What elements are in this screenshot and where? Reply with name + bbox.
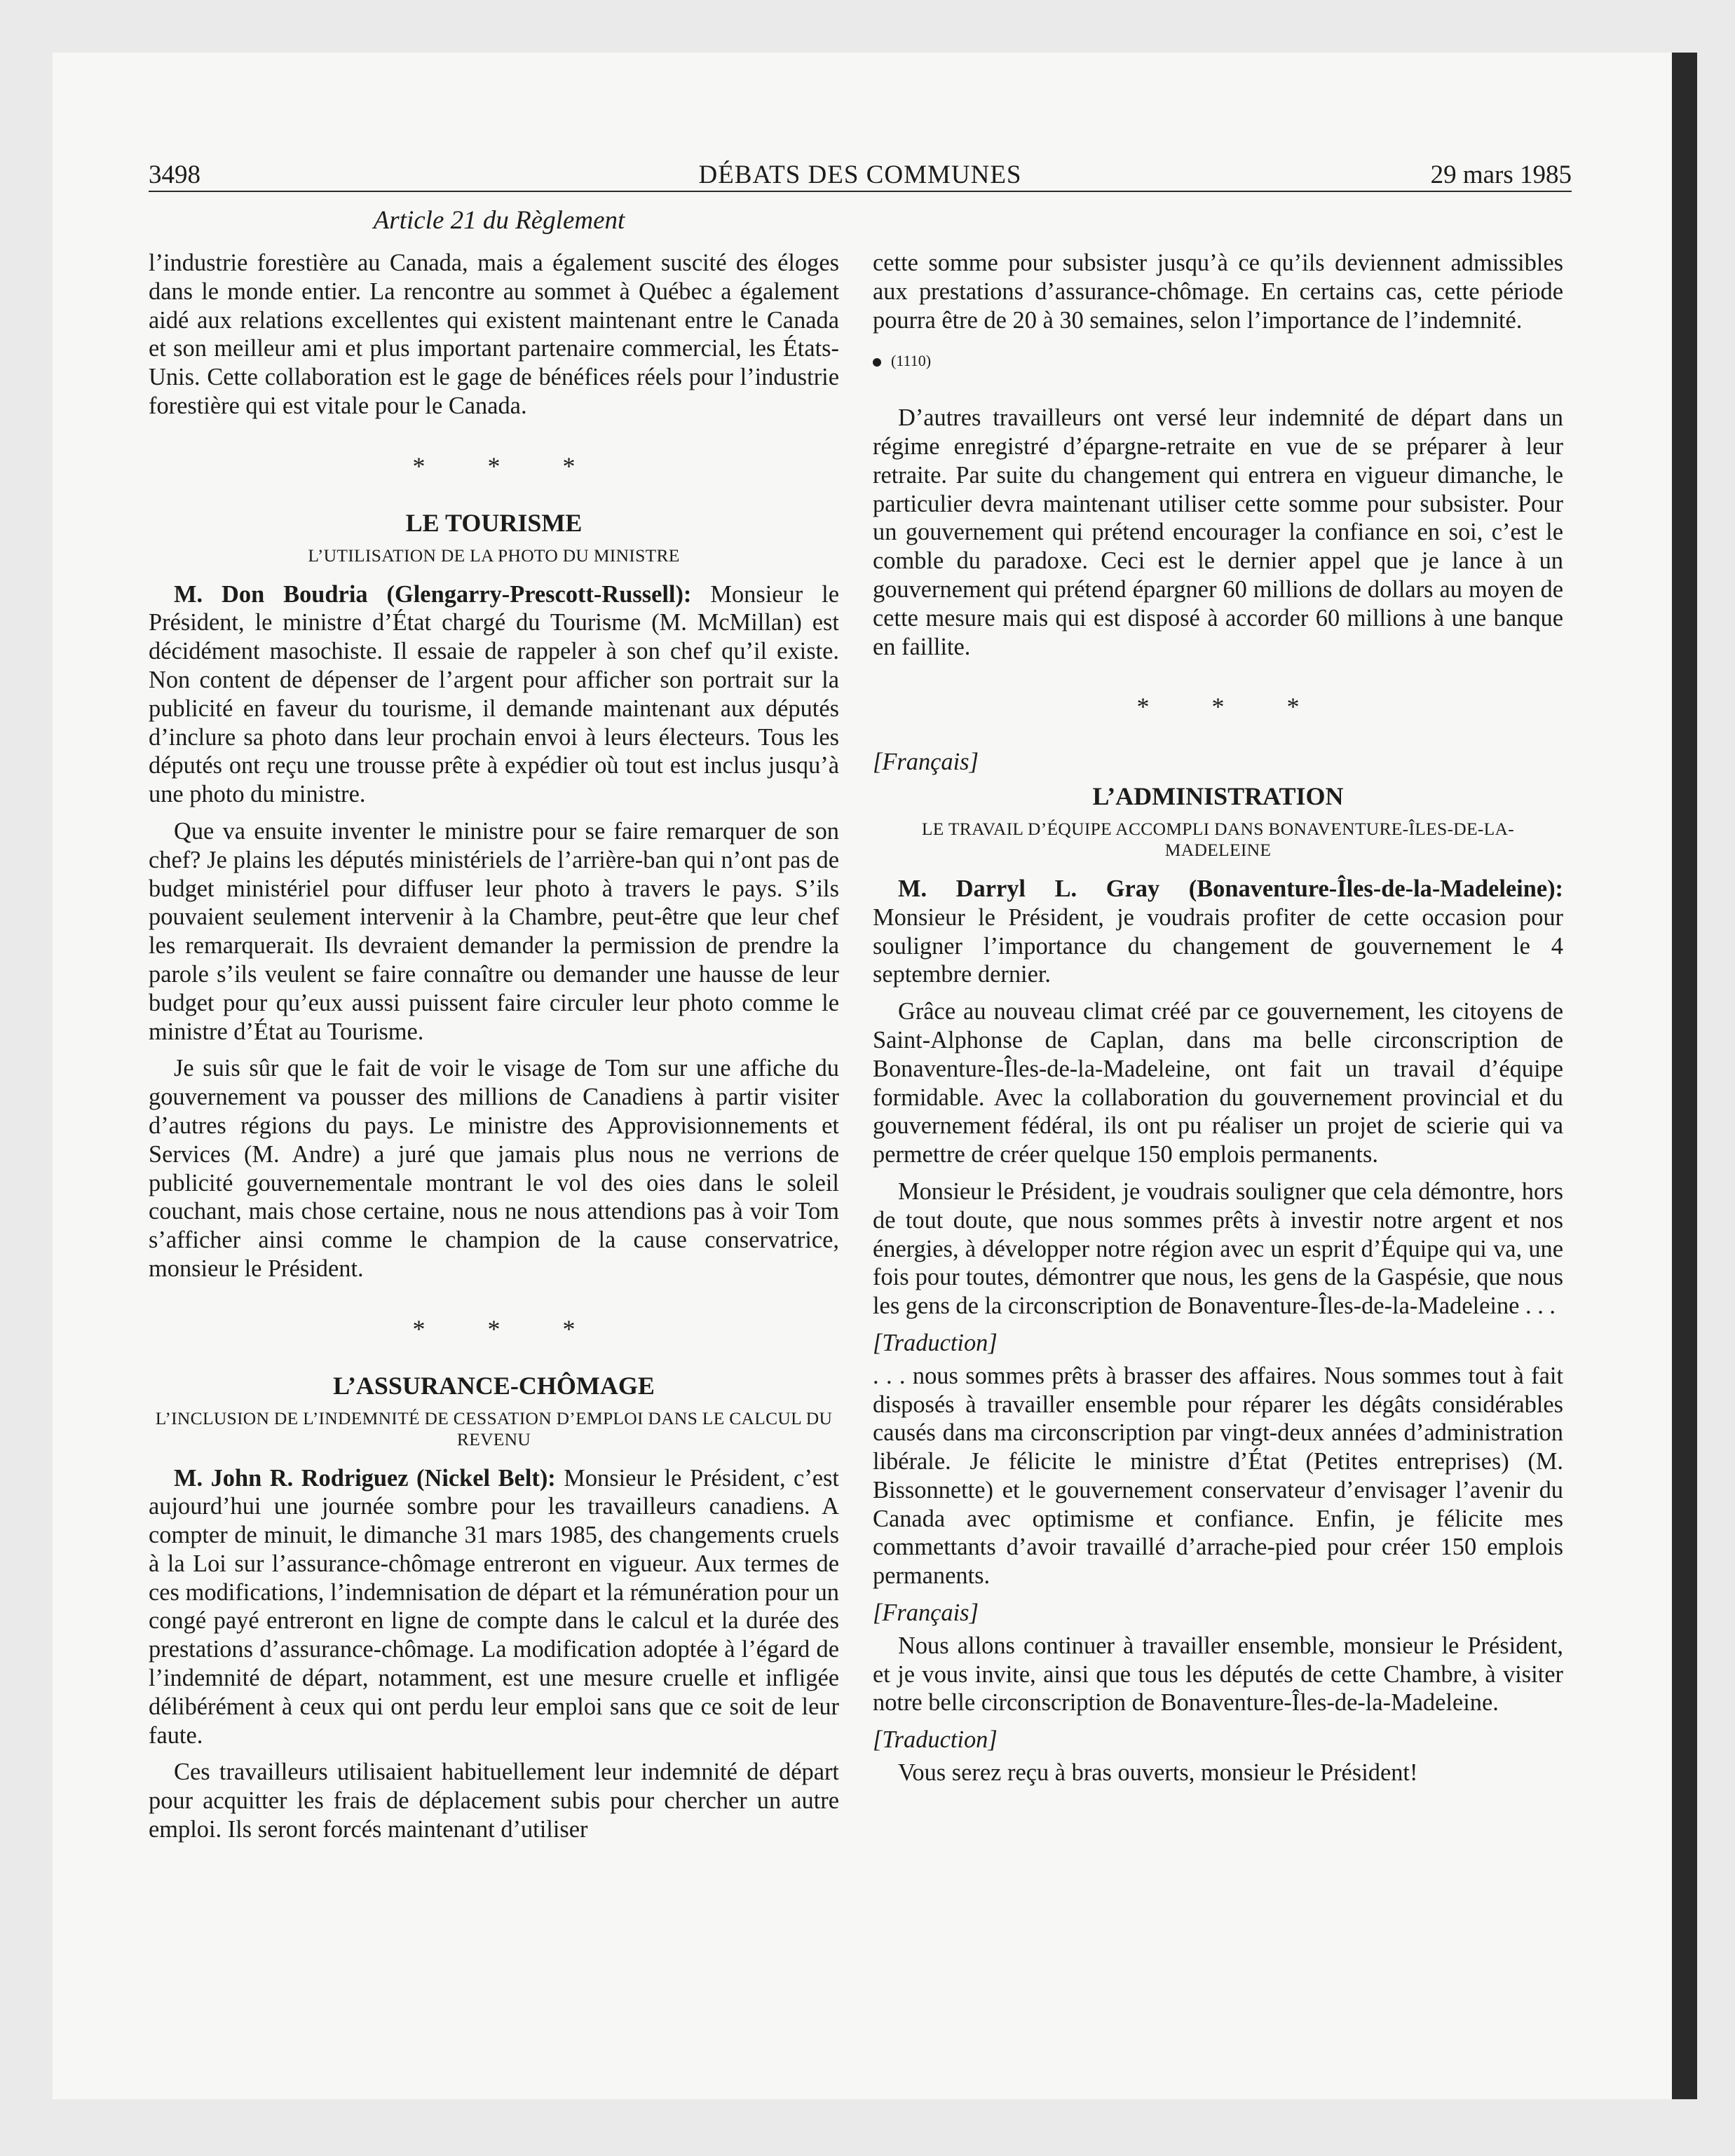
speech-paragraph: M. John R. Rodriguez (Nickel Belt): Monsieur le Président, c’est aujourd’hui une journée sombre pour les travailleurs canadiens. A compter de minuit, le dimanche 31 mars 1985, des changements cruels à la Loi sur l’assurance-chômage entreront en vigueur. Aux termes de ces modifications, l’indemnisation de départ et la rémunération pour un congé payé entreront en ligne de compte dans le calcul et la durée des prestations d’assurance-chômage. La modification adoptée à l’égard de l’indemnité de départ, notamment, est une mesure cruelle et infligée délibérément à ceux qui ont perdu leur emploi sans que ce soit de leur faute. bbox=[149, 1464, 839, 1749]
publication-date: 29 mars 1985 bbox=[1430, 161, 1572, 189]
right-column bbox=[873, 249, 1563, 1796]
paragraph: Que va ensuite inventer le ministre pour se faire remarquer de son chef? Je plains les députés ministériels de l’arrière-ban qui n’ont pas de budget ministériel pour diffuser leur photo à travers le pays. S’ils pouvaient seulement intervenir à la Chambre, peut-être que leur chef les remarquerait. Ils devraient demander la permission de prendre la parole s’ils veulent se faire connaître ou demander une hausse de leur budget pour qu’eux aussi puissent faire circuler leur photo comme le ministre d’État au Tourisme. bbox=[149, 817, 839, 1045]
speaker-name: M. John R. Rodriguez (Nickel Belt): bbox=[174, 1464, 556, 1492]
section-heading: L’ASSURANCE-CHÔMAGE bbox=[333, 1371, 655, 1400]
running-head: Article 21 du Règlement bbox=[373, 206, 625, 235]
language-marker: [Traduction] bbox=[873, 1329, 998, 1356]
page-edge-shadow bbox=[1672, 53, 1697, 2099]
paragraph: Monsieur le Président, je voudrais souligner que cela démontre, hors de tout doute, que nous sommes prêts à investir notre argent et nos énergies, à développer notre région avec un esprit d’Équipe qui va, une fois pour toutes, démontrer que nous, les gens de la Gaspésie, que nous les gens de la circonscription de Bonaventure-Îles-de-la-Madeleine . . . bbox=[873, 1178, 1563, 1320]
speech-paragraph: M. Darryl L. Gray (Bonaventure-Îles-de-la-Madeleine): Monsieur le Président, je voudrais profiter de cette occasion pour souligner l’importance du changement de gouvernement le 4 septembre dernier. bbox=[873, 875, 1563, 988]
paragraph: Vous serez reçu à bras ouverts, monsieur le Président! bbox=[898, 1759, 1418, 1787]
section-divider: * * * bbox=[1136, 692, 1328, 721]
paragraph: Nous allons continuer à travailler ensemble, monsieur le Président, et je vous invite, ainsi que tous les députés de cette Chambre, à visiter notre belle circonscription de Bonaventure-Îles-de-la-Madeleine. bbox=[873, 1632, 1563, 1717]
left-column bbox=[149, 249, 839, 1853]
paragraph: cette somme pour subsister jusqu’à ce qu’ils deviennent admissibles aux prestations d’assurance-chômage. En certains cas, cette période pourra être de 20 à 30 semaines, selon l’importance de l’indemnité. bbox=[873, 250, 1563, 334]
speaker-name: M. Darryl L. Gray (Bonaventure-Îles-de-la-Madeleine): bbox=[898, 875, 1563, 902]
section-divider: * * * bbox=[412, 1314, 604, 1343]
paragraph: Je suis sûr que le fait de voir le visage de Tom sur une affiche du gouvernement va pousser des millions de Canadiens à partir visiter d’autres régions du pays. Le ministre des Approvisionnements et Services (M. Andre) a juré que jamais plus nous ne verrions de publicité gouvernementale montrant le vol des oies dans le soleil couchant, mais chose certaine, nous ne nous attendions pas à voir Tom s’afficher ainsi comme le champion de la cause conservatrice, monsieur le Président. bbox=[149, 1055, 839, 1282]
page-number: 3498 bbox=[149, 161, 200, 189]
time-marker: (1110) bbox=[873, 347, 1563, 376]
paragraph: . . . nous sommes prêts à brasser des affaires. Nous sommes tout à fait disposés à travailler ensemble pour réparer les dégâts considérables causés dans ma circonscription par vingt-deux années d’administration libérale. Je félicite le ministre d’État (Petites entreprises) (M. Bissonnette) et le gouvernement conservateur d’envisager l’avenir du Canada avec optimisme et confiance. Enfin, je félicite mes commettants d’avoir travaillé d’arrache-pied pour créer 150 emplois permanents. bbox=[873, 1362, 1563, 1590]
paragraph: Grâce au nouveau climat créé par ce gouvernement, les citoyens de Saint-Alphonse de Caplan, dans ma belle circonscription de Bonaventure-Îles-de-la-Madeleine, ont fait un travail d’équipe formidable. Avec la collaboration du gouvernement provincial et du gouvernement fédéral, ils ont pu réaliser un projet de scierie qui va permettre de créer quelque 150 emplois permanents. bbox=[873, 998, 1563, 1168]
speaker-name: M. Don Boudria (Glengarry-Prescott-Russell): bbox=[174, 580, 692, 608]
paragraph: Ces travailleurs utilisaient habituellement leur indemnité de départ pour acquitter les frais de déplacement subis pour chercher un autre emploi. Ils seront forcés maintenant d’utiliser bbox=[149, 1759, 839, 1843]
section-subheading: L’UTILISATION DE LA PHOTO DU MINISTRE bbox=[308, 545, 680, 566]
language-marker: [Français] bbox=[873, 1599, 979, 1627]
paragraph: D’autres travailleurs ont versé leur indemnité de départ dans un régime enregistré d’épargne-retraite en vue de se préparer à leur retraite. Par suite du changement qui entrera en vigueur dimanche, le particulier devra maintenant utiliser cette somme pour subsister. Pour un gouvernement qui prétend encourager la confiance en soi, c’est le comble du paradoxe. Ceci est le dernier appel que je lance à un gouvernement qui prétend épargner 60 millions de dollars au moyen de cette mesure mais qui est disposé à accorder 60 millions à une banque en faillite. bbox=[873, 404, 1563, 660]
language-marker: [Traduction] bbox=[873, 1726, 998, 1754]
section-subheading: L’INCLUSION DE L’INDEMNITÉ DE CESSATION D’EMPLOI DANS LE CALCUL DU REVENU bbox=[155, 1407, 833, 1449]
section-heading: L’ADMINISTRATION bbox=[1092, 782, 1344, 810]
speech-paragraph: M. Don Boudria (Glengarry-Prescott-Russell): Monsieur le Président, le ministre d’État chargé du Tourisme (M. McMillan) est décidément masochiste. Il essaie de rappeler à son chef qu’il existe. Non content de dépenser de l’argent pour afficher son portrait sur la publicité en faveur du tourisme, il demande maintenant aux députés d’inclure sa photo dans leur prochain envoi à leurs électeurs. Tous les députés ont reçu une trousse prête à expédier où tout est inclus jusqu’à une photo du ministre. bbox=[149, 580, 839, 808]
publication-title: DÉBATS DES COMMUNES bbox=[698, 161, 1022, 189]
section-subheading: LE TRAVAIL D’ÉQUIPE ACCOMPLI DANS BONAVENTURE-ÎLES-DE-LA-MADELEINE bbox=[921, 818, 1515, 860]
header-rule bbox=[149, 191, 1572, 192]
language-marker: [Français] bbox=[873, 749, 979, 776]
page-header bbox=[149, 158, 1572, 193]
bullet-dot-icon bbox=[873, 358, 881, 367]
section-divider: * * * bbox=[412, 451, 604, 480]
paragraph: l’industrie forestière au Canada, mais a également suscité des éloges dans le monde entier. La rencontre au sommet à Québec a également aidé aux relations excellentes qui existent maintenant entre le Canada et son meilleur ami et plus important partenaire commercial, les États-Unis. Cette collaboration est le gage de bénéfices réels pour l’industrie forestière qui est vitale pour le Canada. bbox=[149, 250, 839, 419]
section-heading: LE TOURISME bbox=[405, 508, 583, 537]
